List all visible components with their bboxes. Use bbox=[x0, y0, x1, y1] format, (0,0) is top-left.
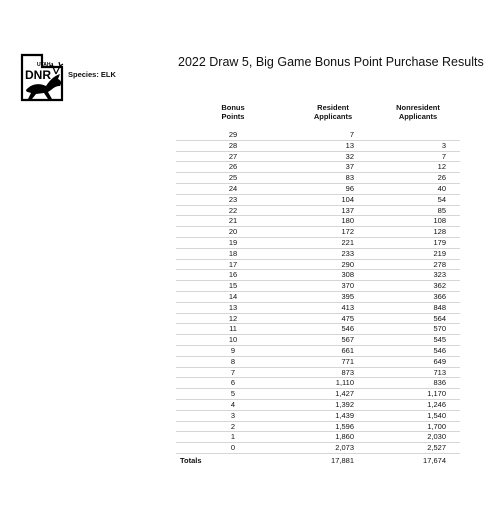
cell-resident: 308 bbox=[341, 270, 354, 280]
cell-bonus-points: 21 bbox=[228, 216, 238, 226]
cell-bonus-points: 12 bbox=[228, 313, 238, 323]
table-row bbox=[176, 238, 460, 249]
cell-nonresident: 323 bbox=[433, 270, 446, 280]
table-row bbox=[176, 303, 460, 314]
table-row bbox=[176, 432, 460, 443]
cell-resident: 233 bbox=[341, 248, 354, 258]
cell-bonus-points: 23 bbox=[228, 194, 238, 204]
table-row bbox=[176, 411, 460, 422]
table-row bbox=[176, 281, 460, 292]
table-row bbox=[176, 216, 460, 227]
cell-resident: 661 bbox=[341, 345, 354, 355]
cell-nonresident: 366 bbox=[433, 291, 446, 301]
cell-nonresident: 278 bbox=[433, 259, 446, 269]
totals-row bbox=[176, 455, 460, 467]
cell-bonus-points: 4 bbox=[230, 399, 236, 409]
table-row bbox=[176, 357, 460, 368]
cell-nonresident: 1,540 bbox=[427, 410, 446, 420]
cell-resident: 873 bbox=[341, 367, 354, 377]
cell-nonresident: 12 bbox=[437, 162, 446, 172]
table-row bbox=[176, 324, 460, 335]
cell-resident: 1,427 bbox=[335, 389, 354, 399]
table-row bbox=[176, 206, 460, 217]
cell-nonresident: 649 bbox=[433, 356, 446, 366]
utah-dnr-logo bbox=[18, 52, 70, 104]
cell-nonresident: 54 bbox=[437, 194, 446, 204]
cell-resident: 1,439 bbox=[335, 410, 354, 420]
cell-bonus-points: 3 bbox=[230, 410, 236, 420]
cell-resident: 2,073 bbox=[335, 443, 354, 453]
cell-resident: 180 bbox=[341, 216, 354, 226]
cell-resident: 7 bbox=[349, 130, 354, 139]
cell-resident: 567 bbox=[341, 335, 354, 345]
page-title: 2022 Draw 5, Big Game Bonus Point Purchase Results bbox=[178, 55, 484, 69]
cell-bonus-points: 10 bbox=[228, 335, 238, 345]
cell-bonus-points: 13 bbox=[228, 302, 238, 312]
cell-nonresident: 570 bbox=[433, 324, 446, 334]
cell-bonus-points: 20 bbox=[228, 227, 238, 237]
cell-resident: 13 bbox=[345, 140, 354, 150]
cell-nonresident: 836 bbox=[433, 378, 446, 388]
cell-nonresident: 1,170 bbox=[427, 389, 446, 399]
cell-nonresident: 1,700 bbox=[427, 421, 446, 431]
cell-bonus-points: 11 bbox=[229, 324, 237, 334]
cell-resident: 1,392 bbox=[335, 399, 354, 409]
cell-resident: 221 bbox=[341, 237, 354, 247]
logo-utah-text: UTAH bbox=[37, 62, 51, 68]
table-row bbox=[176, 400, 460, 411]
table-row bbox=[176, 314, 460, 325]
species-label: Species: ELK bbox=[68, 70, 116, 79]
cell-bonus-points: 27 bbox=[228, 151, 238, 161]
cell-bonus-points: 6 bbox=[230, 378, 236, 388]
cell-resident: 771 bbox=[341, 356, 354, 366]
cell-bonus-points: 9 bbox=[230, 345, 236, 355]
table-row bbox=[176, 292, 460, 303]
cell-nonresident: 7 bbox=[441, 151, 446, 161]
cell-resident: 137 bbox=[341, 205, 354, 215]
cell-nonresident: 848 bbox=[433, 302, 446, 312]
totals-nonresident: 17,674 bbox=[423, 455, 446, 465]
cell-nonresident: 108 bbox=[433, 216, 446, 226]
cell-resident: 83 bbox=[345, 173, 354, 183]
header-bonus-points: Bonus Points bbox=[221, 103, 245, 121]
logo-dnr-text: DNR bbox=[25, 68, 51, 82]
cell-nonresident: 546 bbox=[433, 345, 446, 355]
results-table bbox=[176, 103, 460, 467]
cell-resident: 290 bbox=[341, 259, 354, 269]
table-header bbox=[176, 103, 460, 127]
cell-bonus-points: 22 bbox=[228, 205, 238, 215]
cell-nonresident: 26 bbox=[437, 173, 446, 183]
table-row bbox=[176, 368, 460, 379]
table-row bbox=[176, 335, 460, 346]
cell-bonus-points: 2 bbox=[230, 421, 236, 431]
cell-bonus-points: 8 bbox=[230, 356, 236, 366]
cell-resident: 395 bbox=[341, 291, 354, 301]
table-row bbox=[176, 195, 460, 206]
table-row bbox=[176, 389, 460, 400]
cell-nonresident: 564 bbox=[433, 313, 446, 323]
table-row bbox=[176, 152, 460, 163]
cell-nonresident: 128 bbox=[433, 227, 446, 237]
table-row bbox=[176, 260, 460, 271]
totals-resident: 17,881 bbox=[331, 455, 354, 465]
table-row bbox=[176, 443, 460, 454]
cell-bonus-points: 18 bbox=[228, 248, 238, 258]
utah-dnr-logo-icon bbox=[18, 52, 70, 104]
cell-nonresident: 2,030 bbox=[427, 432, 446, 442]
cell-resident: 475 bbox=[341, 313, 354, 323]
cell-nonresident: 179 bbox=[433, 237, 446, 247]
cell-bonus-points: 19 bbox=[228, 237, 238, 247]
cell-bonus-points: 17 bbox=[228, 259, 238, 269]
cell-bonus-points: 7 bbox=[230, 367, 236, 377]
cell-resident: 546 bbox=[341, 324, 354, 334]
cell-bonus-points: 25 bbox=[228, 173, 238, 183]
totals-label: Totals bbox=[180, 455, 202, 465]
table-row bbox=[176, 141, 460, 152]
header-nonresident-applicants: Nonresident Applicants bbox=[396, 103, 440, 121]
cell-bonus-points: 14 bbox=[228, 291, 238, 301]
cell-bonus-points: 15 bbox=[228, 281, 238, 291]
cell-bonus-points: 16 bbox=[228, 270, 238, 280]
table-row bbox=[176, 249, 460, 260]
cell-resident: 104 bbox=[341, 194, 354, 204]
cell-nonresident: 713 bbox=[433, 367, 446, 377]
cell-bonus-points: 24 bbox=[228, 183, 238, 193]
cell-bonus-points: 0 bbox=[230, 443, 236, 453]
table-row bbox=[176, 422, 460, 433]
cell-nonresident: 545 bbox=[433, 335, 446, 345]
cell-resident: 172 bbox=[341, 227, 354, 237]
cell-resident: 32 bbox=[345, 151, 354, 161]
table-body bbox=[176, 130, 460, 454]
cell-nonresident: 362 bbox=[433, 281, 446, 291]
table-row bbox=[176, 227, 460, 238]
table-row bbox=[176, 270, 460, 281]
table-row bbox=[176, 130, 460, 141]
table-row bbox=[176, 173, 460, 184]
cell-nonresident: 3 bbox=[441, 140, 446, 150]
cell-resident: 1,860 bbox=[335, 432, 354, 442]
table-row bbox=[176, 162, 460, 173]
cell-nonresident bbox=[376, 130, 460, 140]
cell-bonus-points: 29 bbox=[228, 130, 238, 139]
cell-nonresident: 1,246 bbox=[427, 399, 446, 409]
table-row bbox=[176, 346, 460, 357]
cell-nonresident: 40 bbox=[437, 183, 446, 193]
cell-resident: 370 bbox=[341, 281, 354, 291]
cell-bonus-points: 28 bbox=[228, 140, 238, 150]
cell-bonus-points: 1 bbox=[230, 432, 236, 442]
table-row bbox=[176, 184, 460, 195]
cell-resident: 1,596 bbox=[335, 421, 354, 431]
cell-resident: 1,110 bbox=[335, 378, 354, 388]
cell-nonresident: 2,527 bbox=[427, 443, 446, 453]
header-resident-applicants: Resident Applicants bbox=[313, 103, 353, 121]
cell-bonus-points: 26 bbox=[228, 162, 238, 172]
cell-nonresident: 219 bbox=[433, 248, 446, 258]
cell-resident: 413 bbox=[341, 302, 354, 312]
cell-bonus-points: 5 bbox=[230, 389, 236, 399]
table-row bbox=[176, 378, 460, 389]
cell-resident: 96 bbox=[345, 183, 354, 193]
cell-resident: 37 bbox=[345, 162, 354, 172]
cell-nonresident: 85 bbox=[437, 205, 446, 215]
